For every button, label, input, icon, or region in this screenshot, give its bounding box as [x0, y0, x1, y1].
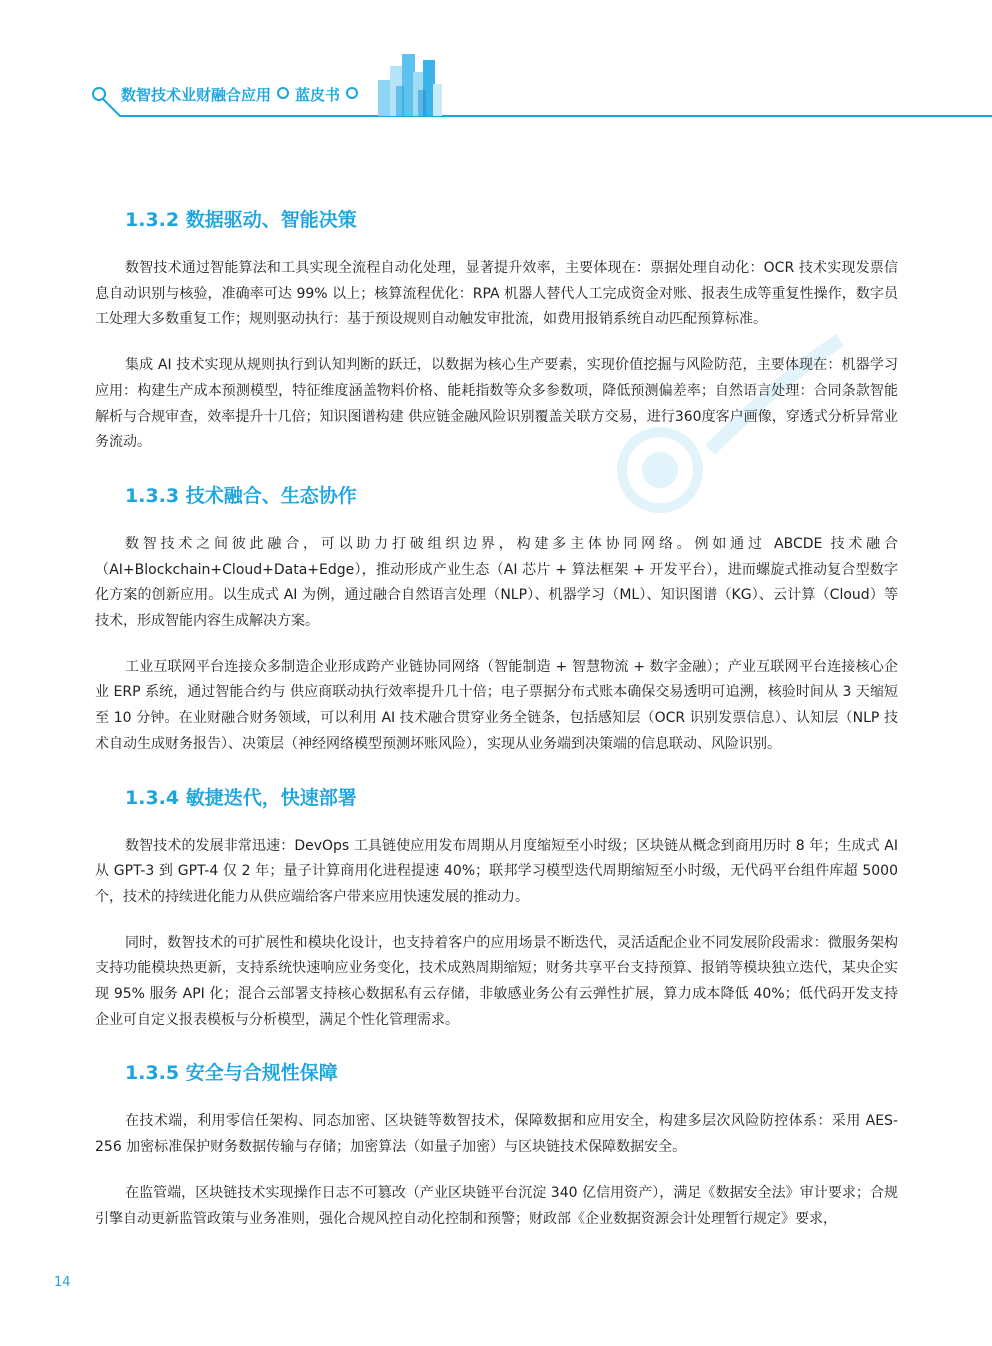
paragraph: 工业互联网平台连接众多制造企业形成跨产业链协同网络（智能制造 + 智慧物流 + 数字金融）；产业互联网平台连接核心企业 ERP 系统，通过智能合约与 供应商联动执行效率提升几十倍；电子票据分布式账本确保交易透明可追溯，核验时间从 3 天缩短至 10 分钟。在业财融合财务领域，可以利用 AI 技术融合贯穿业务全链条，包括感知层（OCR 识别发票信息）、认知层（NLP 技术自动生成财务报告）、决策层（神经网络模型预测坏账风险），实现从业务端到决策端的信息联动、风险识别。: [95, 658, 898, 752]
paragraph: 数智技术之间彼此融合，可以助力打破组织边界，构建多主体协同网络。例如通过 ABCDE 技术融合（AI+Blockchain+Cloud+Data+Edge），推动形成产业生态（AI 芯片 + 算法框架 + 开发平台），进而螺旋式推动复合型数字化方案的创新应用。以生成式 AI 为例，通过融合自然语言处理（NLP）、机器学习（ML）、知识图谱（KG）、云计算（Cloud）等技术，形成智能内容生成解决方案。: [95, 535, 898, 630]
section-heading: 1.3.3 技术融合、生态协作: [125, 484, 357, 507]
header-decoration: [0, 0, 992, 130]
book-type-label: 蓝皮书: [295, 86, 341, 104]
book-series-title: 数智技术业财融合应用: [121, 86, 272, 104]
paragraph: 数智技术通过智能算法和工具实现全流程自动化处理，显著提升效率，主要体现在：票据处理自动化：OCR 技术实现发票信息自动识别与核验，准确率可达 99% 以上；核算流程优化：RPA 机器人替代人工完成资金对账、报表生成等重复性操作，数字员工处理大多数重复工作；规则驱动执行：基于预设规则自动触发审批流，如费用报销系统自动匹配预算标准。: [95, 260, 898, 328]
page-number: 14: [54, 1275, 71, 1290]
section-heading: 1.3.4 敏捷迭代，快速部署: [125, 786, 357, 809]
circle-dot-icon: [346, 87, 358, 99]
magnifier-icon: [93, 88, 108, 104]
section-heading: 1.3.5 安全与合规性保障: [125, 1062, 338, 1085]
paragraph: 在技术端，利用零信任架构、同态加密、区块链等数智技术，保障数据和应用安全，构建多层次风险防控体系：采用 AES-256 加密标准保护财务数据传输与存储；加密算法（如量子加密）与区块链技术保障数据安全。: [95, 1113, 898, 1156]
section-heading: 1.3.2 数据驱动、智能决策: [125, 209, 357, 231]
paragraph: 集成 AI 技术实现从规则执行到认知判断的跃迁，以数据为核心生产要素，实现价值挖掘与风险防范，主要体现在：机器学习应用：构建生产成本预测模型，特征维度涵盖物料价格、能耗指数等众多参数项，降低预测偏差率；自然语言处理：合同条款智能解析与合规审查，效率提升十几倍；知识图谱构建 供应链金融风险识别覆盖关联方交易，进行360度客户画像，穿透式分析异常业务流动。: [95, 357, 898, 451]
building-graphic-icon: [378, 54, 442, 116]
circle-dot-icon: [277, 87, 289, 99]
paragraph: 数智技术的发展非常迅速：DevOps 工具链使应用发布周期从月度缩短至小时级；区块链从概念到商用历时 8 年；生成式 AI 从 GPT-3 到 GPT-4 仅 2 年；量子计算商用化进程提速 40%；联邦学习模型迭代周期缩短至小时级，无代码平台组件库超 5000 个，技术的持续进化能力从供应端给客户带来应用快速发展的推动力。: [95, 837, 898, 905]
page-header: [0, 0, 992, 130]
paragraph: 同时，数智技术的可扩展性和模块化设计，也支持着客户的应用场景不断迭代，灵活适配企业不同发展阶段需求：微服务架构支持功能模块热更新，支持系统快速响应业务变化，技术成熟周期缩短；财务共享平台支持预算、报销等模块独立迭代，某央企实现 95% 服务 API 化；混合云部署支持核心数据私有云存储，非敏感业务公有云弹性扩展，算力成本降低 40%；低代码开发支持企业可自定义报表模板与分析模型，满足个性化管理需求。: [95, 934, 898, 1028]
header-title: [121, 84, 364, 105]
paragraph: 在监管端，区块链技术实现操作日志不可篡改（产业区块链平台沉淀 340 亿信用资产），满足《数据安全法》审计要求；合规引擎自动更新监管政策与业务准则，强化合规风控自动化控制和预警；财政部《企业数据资源会计处理暂行规定》要求，: [95, 1184, 898, 1227]
main-content: [95, 200, 898, 1232]
